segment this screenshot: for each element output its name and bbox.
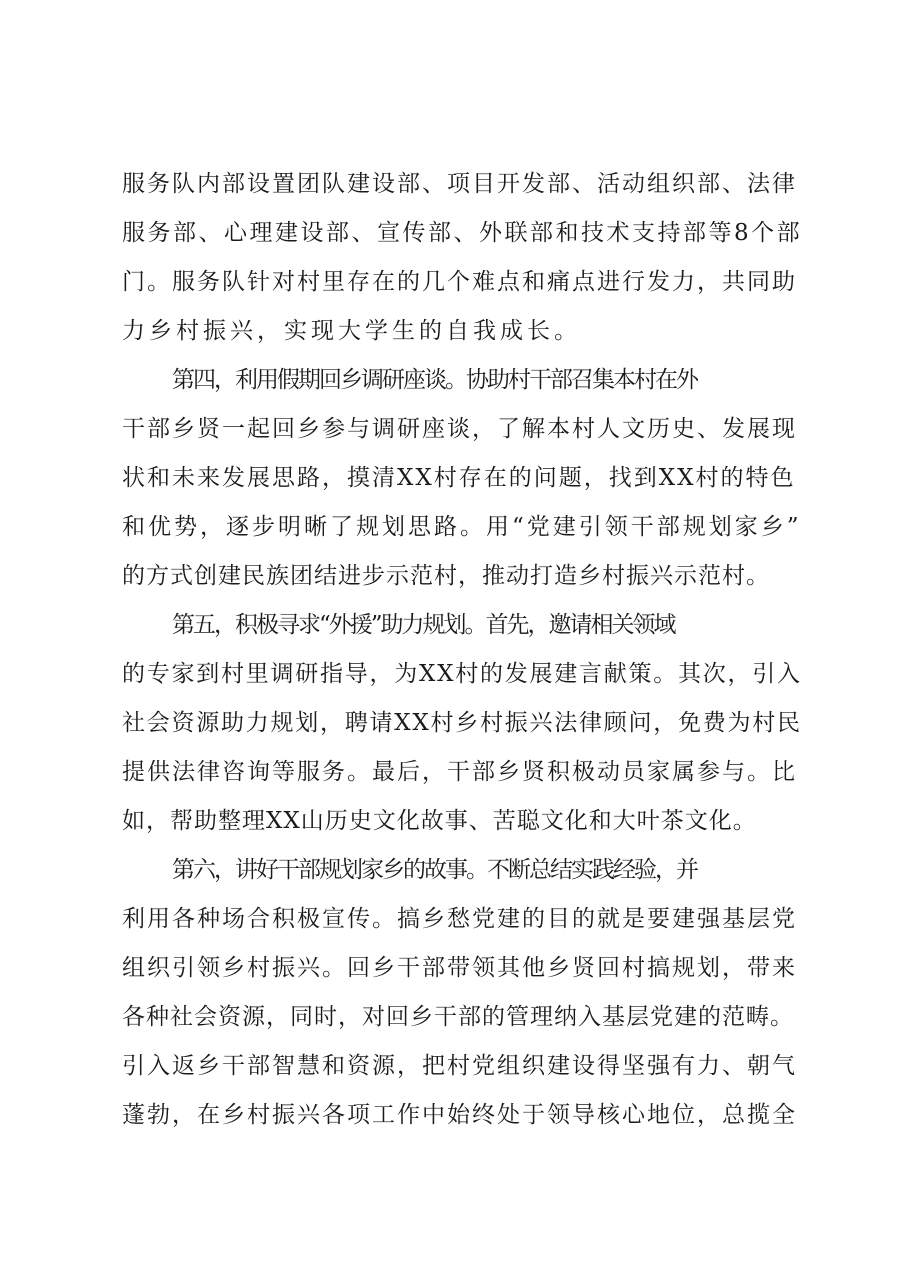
text-line: 引入返乡干部智慧和资源，把村党组织建设得坚强有力、朝气 xyxy=(122,1053,797,1079)
text-line: 力乡村振兴，实现大学生的自我成长。 xyxy=(122,318,581,344)
text-line: 门。服务队针对村里存在的几个难点和痛点进行发力，共同助 xyxy=(122,269,797,295)
text-line: 的方式创建民族团结进步示范村，推动打造乡村振兴示范村。 xyxy=(122,563,770,589)
text-line: 干部乡贤一起回乡参与调研座谈，了解本村人文历史、发展现 xyxy=(122,416,797,442)
text-line: 如，帮助整理XX山历史文化故事、苦聪文化和大叶茶文化。 xyxy=(122,808,757,834)
text-line: 提供法律咨询等服务。最后，干部乡贤积极动员家属参与。比 xyxy=(122,759,797,785)
paragraph-first-line: 第四，利用假期回乡调研座谈。协助村干部召集本村在外 xyxy=(172,367,697,393)
paragraph-first-line: 第五，积极寻求“外援”助力规划。首先，邀请相关领域 xyxy=(172,612,675,638)
text-line: 和优势，逐步明晰了规划思路。用“党建引领干部规划家乡” xyxy=(122,514,802,540)
text-line: 社会资源助力规划，聘请XX村乡村振兴法律顾问，免费为村民 xyxy=(122,710,802,736)
text-line: 状和未来发展思路，摸清XX村存在的问题，找到XX村的特色 xyxy=(122,465,796,491)
text-line: 利用各种场合积极宣传。搞乡愁党建的目的就是要建强基层党 xyxy=(122,906,797,932)
text-line: 各种社会资源，同时，对回乡干部的管理纳入基层党建的范畴。 xyxy=(122,1004,794,1030)
text-line: 蓬勃，在乡村振兴各项工作中始终处于领导核心地位，总揽全 xyxy=(122,1102,797,1128)
text-line: 服务部、心理建设部、宣传部、外联部和技术支持部等8个部 xyxy=(122,220,803,246)
paragraph-first-line: 第六，讲好干部规划家乡的故事。不断总结实践经验，并 xyxy=(172,857,697,883)
text-line: 服务队内部设置团队建设部、项目开发部、活动组织部、法律 xyxy=(122,171,797,197)
text-line: 组织引领乡村振兴。回乡干部带领其他乡贤回村搞规划，带来 xyxy=(122,955,797,981)
text-line: 的专家到村里调研指导，为XX村的发展建言献策。其次，引入 xyxy=(122,661,802,687)
